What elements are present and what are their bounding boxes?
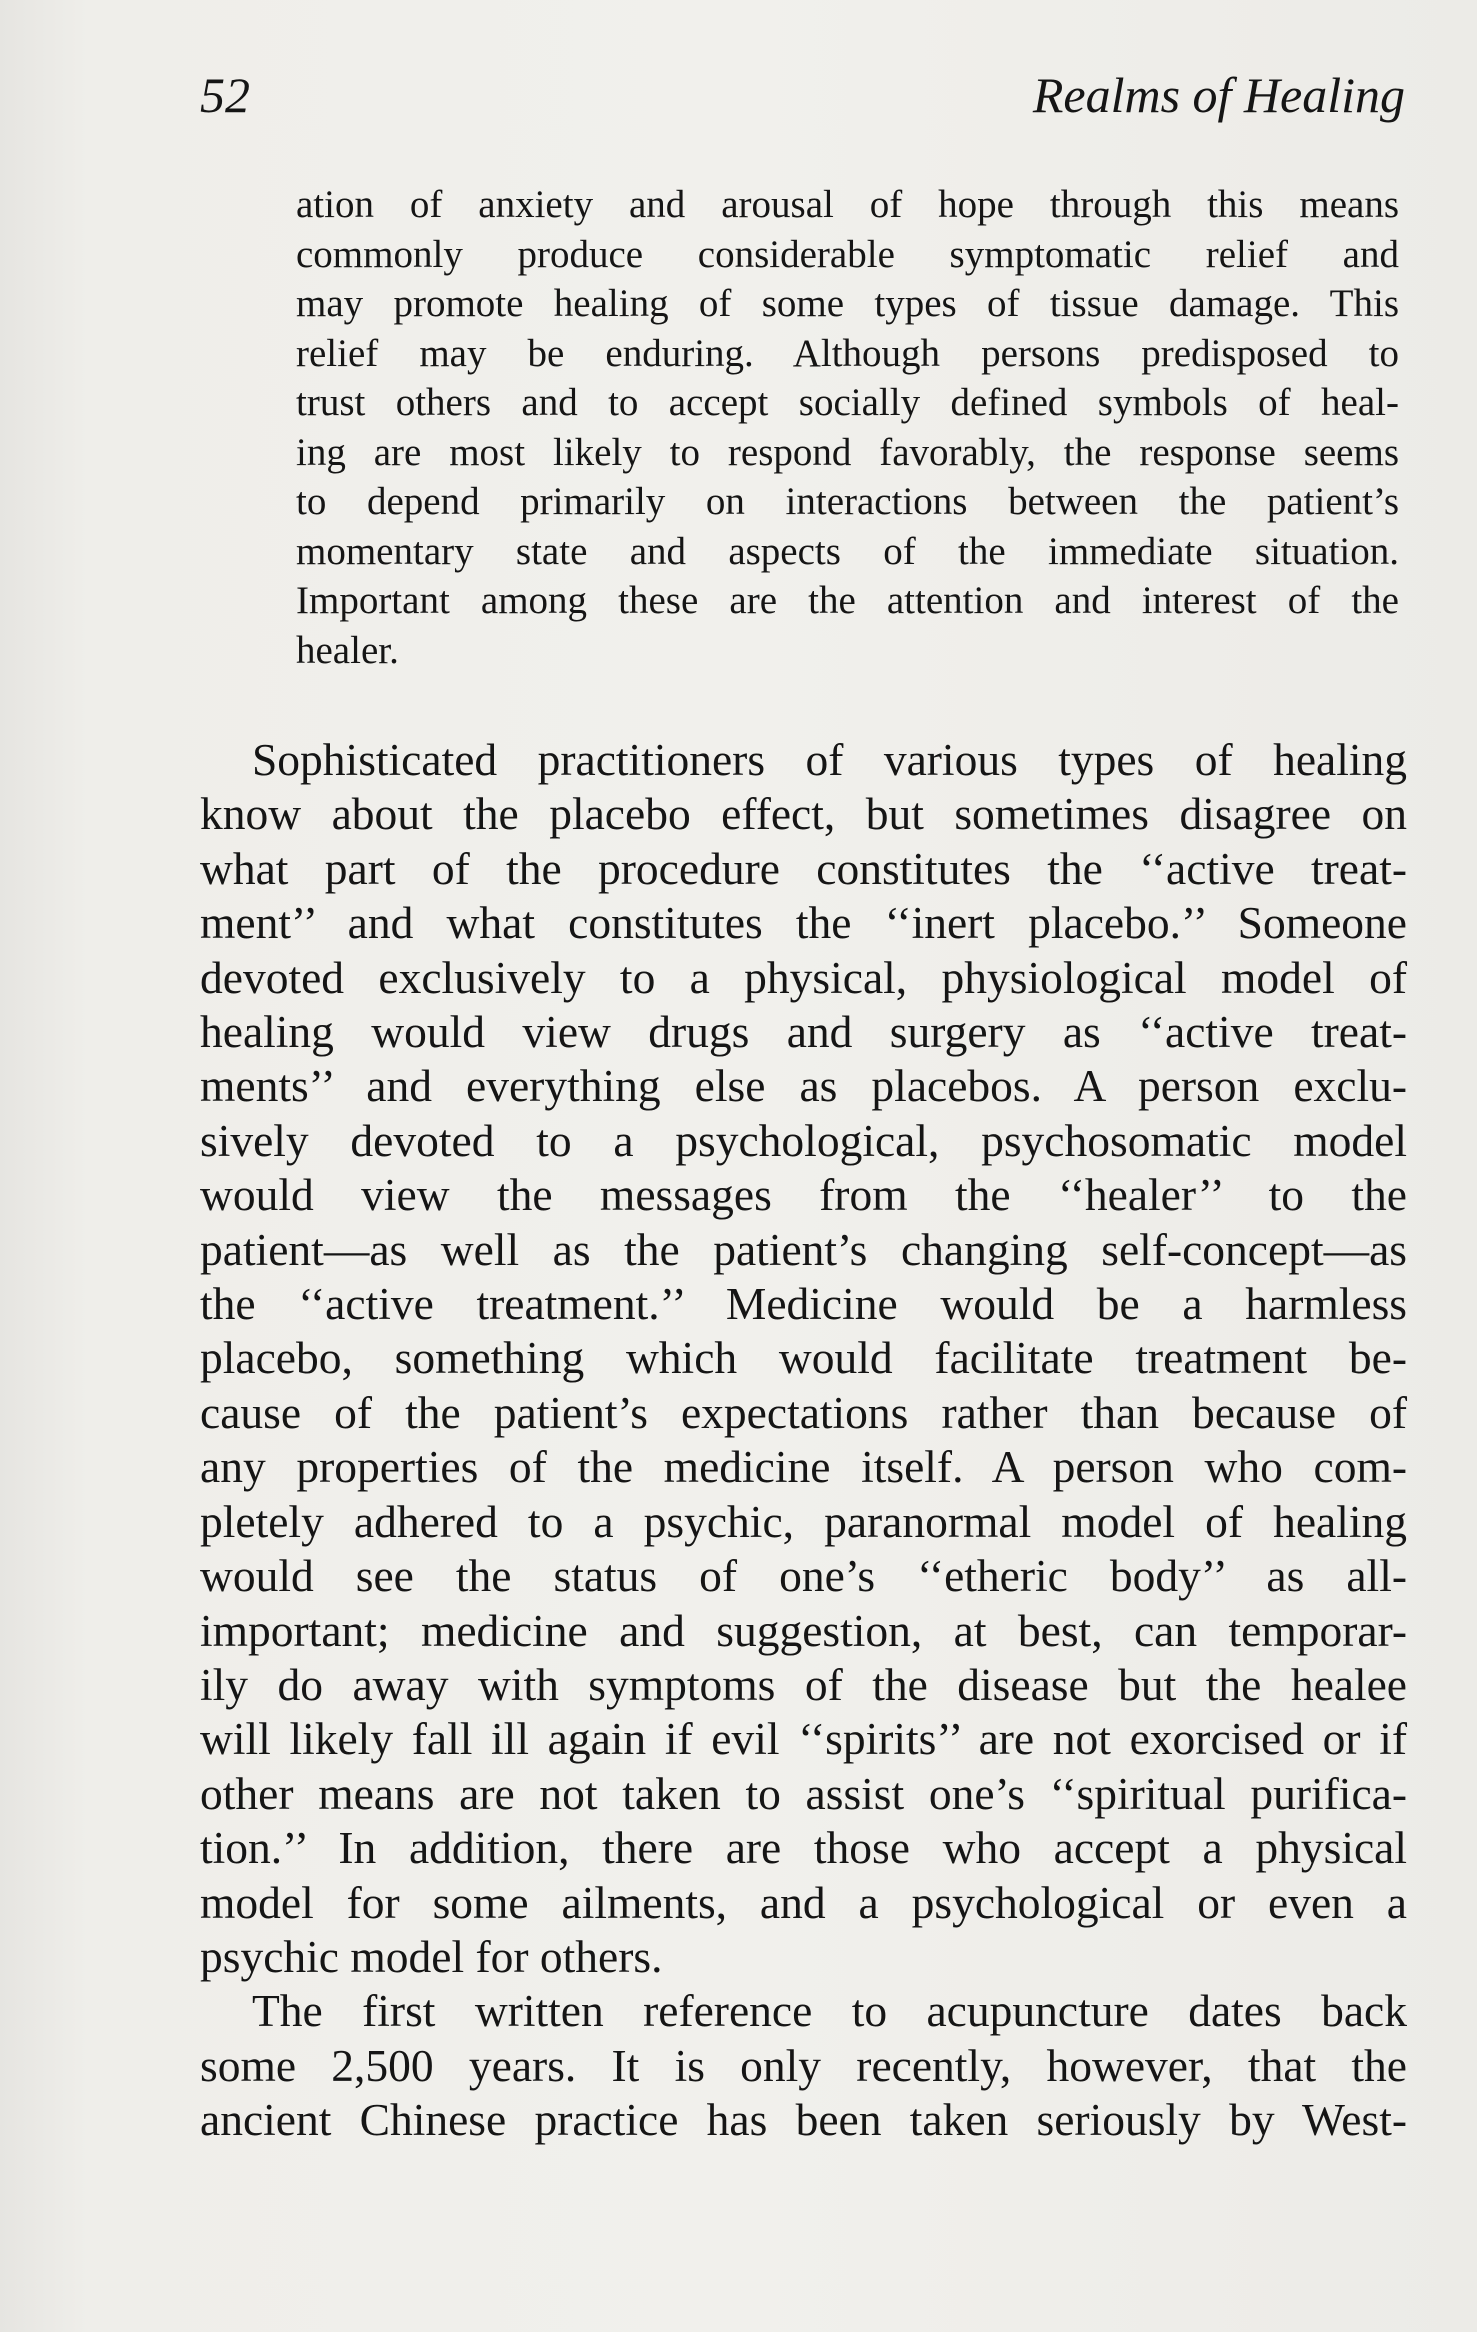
block-quote [296, 180, 1399, 675]
paragraph-placebo [200, 733, 1407, 1984]
paragraph-line: psychic model for others. [200, 1930, 663, 1982]
paragraph-line: devoted exclusively to a physical, physiological model of [200, 951, 1407, 1003]
paragraph-line: healing would view drugs and surgery as ‘‘active treat- [200, 1006, 1407, 1058]
block-quote-line: may promote healing of some types of tissue damage. This [296, 282, 1399, 325]
block-quote-line: ation of anxiety and arousal of hope through this means [296, 183, 1399, 226]
paragraph-line: what part of the procedure constitutes the ‘‘active treat- [200, 842, 1407, 894]
block-quote-line: to depend primarily on interactions between the patient’s [296, 480, 1399, 523]
block-quote-line: trust others and to accept socially defined symbols of heal- [296, 381, 1399, 424]
paragraph-line: important; medicine and suggestion, at best, can temporar- [200, 1604, 1407, 1656]
running-head [200, 60, 1405, 130]
paragraph-line: pletely adhered to a psychic, paranormal model of healing [200, 1495, 1407, 1547]
body-text [200, 733, 1407, 2148]
paragraph-line: ments’’ and everything else as placebos. A person exclu- [200, 1060, 1407, 1112]
paragraph-line: would see the status of one’s ‘‘etheric body’’ as all- [200, 1550, 1407, 1602]
paragraph-acupuncture [200, 1984, 1407, 2147]
paragraph-line: ancient Chinese practice has been taken seriously by West- [200, 2094, 1407, 2146]
book-title: Realms of Healing [1032, 67, 1405, 123]
paragraph-line: patient—as well as the patient’s changing self-concept—as [200, 1223, 1407, 1275]
paragraph-line: ment’’ and what constitutes the ‘‘inert placebo.’’ Someone [200, 897, 1407, 949]
block-quote-line: momentary state and aspects of the immediate situation. [296, 529, 1399, 573]
paragraph-line: would view the messages from the ‘‘healer’’ to the [200, 1169, 1407, 1221]
paragraph-line: The first written reference to acupuncture dates back [252, 1985, 1407, 2037]
paragraph-line: will likely fall ill again if evil ‘‘spirits’’ are not exorcised or if [200, 1713, 1407, 1765]
block-quote-line: ing are most likely to respond favorably, the response seems [296, 430, 1399, 474]
block-quote-line: commonly produce considerable symptomatic relief and [296, 232, 1399, 276]
block-quote-line: relief may be enduring. Although persons predisposed to [296, 331, 1399, 375]
page-number: 52 [200, 67, 250, 123]
paragraph-line: some 2,500 years. It is only recently, however, that the [200, 2039, 1407, 2091]
paragraph-line: sively devoted to a psychological, psychosomatic model [200, 1114, 1407, 1166]
paragraph-line: cause of the patient’s expectations rather than because of [200, 1386, 1407, 1438]
block-quote-line: Important among these are the attention and interest of the [296, 579, 1399, 622]
paragraph-line: any properties of the medicine itself. A person who com- [200, 1441, 1407, 1493]
paragraph-line: Sophisticated practitioners of various types of healing [252, 734, 1407, 785]
paragraph-line: ily do away with symptoms of the disease but the healee [200, 1658, 1407, 1710]
paragraph-line: model for some ailments, and a psychological or even a [200, 1876, 1407, 1928]
paragraph-line: know about the placebo effect, but sometimes disagree on [200, 788, 1407, 840]
paragraph-line: other means are not taken to assist one’s ‘‘spiritual purifica- [200, 1767, 1407, 1819]
paragraph-line: the ‘‘active treatment.’’ Medicine would be a harmless [200, 1278, 1407, 1330]
paragraph-line: tion.’’ In addition, there are those who accept a physical [200, 1822, 1407, 1874]
paragraph-line: placebo, something which would facilitate treatment be- [200, 1332, 1407, 1384]
block-quote-line: healer. [296, 628, 399, 672]
